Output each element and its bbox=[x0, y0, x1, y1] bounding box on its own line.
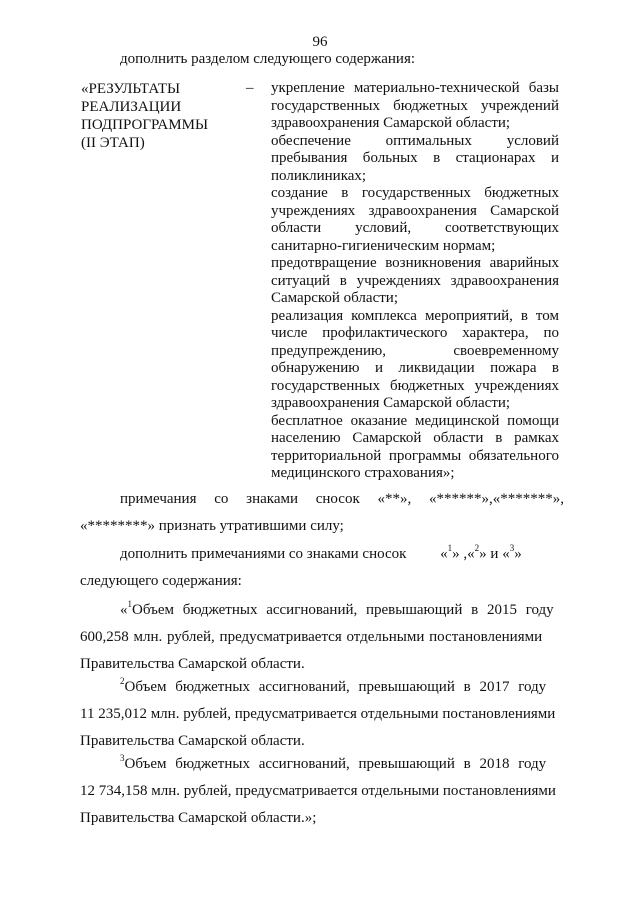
footnote-3 bbox=[80, 751, 560, 832]
footnote-1-text: Объем бюджетных ассигнований, превышающий в 2015 году bbox=[132, 602, 554, 618]
sup-1: 1 bbox=[447, 543, 453, 553]
footnote-2-text: Объем бюджетных ассигнований, превышающий в 2017 году bbox=[124, 679, 547, 695]
footnote-1-sup: 1 bbox=[127, 599, 132, 609]
result-item: предотвращение возникновения аварийных ситуаций в учреждениях здравоохранения Самарской области; bbox=[271, 255, 559, 306]
intro-text: дополнить разделом следующего содержания: bbox=[120, 51, 416, 67]
sup-3: 3 bbox=[509, 543, 515, 553]
footnote-1-line-1 bbox=[80, 597, 560, 624]
notes-paragraph bbox=[80, 490, 564, 535]
footnote-2-sup: 2 bbox=[120, 676, 125, 686]
result-item: укрепление материально-технической базы государственных бюджетных учреждений здравоохранения Самарской области; bbox=[271, 80, 559, 131]
results-list bbox=[271, 80, 559, 483]
footnote-1-line-2: 600,258 млн. рублей, предусматривается отдельными постановлениями bbox=[80, 629, 543, 645]
footnote-3-line-2: 12 734,158 млн. рублей, предусматривается отдельными постановлениями bbox=[80, 783, 556, 799]
notes-line-1 bbox=[80, 490, 564, 508]
result-item: обеспечение оптимальных условий пребывания больных в стационарах и поликлиниках; bbox=[271, 132, 559, 184]
notes-line-1-text: примечания со знаками сносок «**», «******»,«*******», bbox=[120, 491, 564, 507]
result-item: бесплатное оказание медицинской помощи населению Самарской области в рамках территориальной программы обязательного медицинского страхования»; bbox=[271, 412, 559, 481]
footnote-3-text: Объем бюджетных ассигнований, превышающий в 2018 году bbox=[124, 756, 547, 772]
result-item: создание в государственных бюджетных учреждениях здравоохранения Самарской области условий, соответствующих санитарно-гигиеническим нормам; bbox=[271, 185, 559, 254]
footnote-2-line-3: Правительства Самарской области. bbox=[80, 733, 305, 749]
add-notes-line-2: следующего содержания: bbox=[80, 573, 242, 589]
footnote-2-line-1 bbox=[80, 674, 560, 701]
quote-sep-2: » и « bbox=[479, 546, 510, 562]
section-title: «РЕЗУЛЬТАТЫ РЕАЛИЗАЦИИ ПОДПРОГРАММЫ (II ЭТАП) bbox=[81, 81, 209, 151]
quote-open-1: « bbox=[440, 546, 448, 562]
footnote-3-line-3: Правительства Самарской области.»; bbox=[80, 810, 317, 826]
add-notes-line-1 bbox=[80, 545, 560, 563]
footnote-3-sup: 3 bbox=[120, 753, 125, 763]
footnote-3-line-1 bbox=[80, 751, 560, 778]
footnote-1-line-3: Правительства Самарской области. bbox=[80, 656, 305, 672]
add-notes-paragraph bbox=[80, 545, 560, 590]
notes-line-2: «********» признать утратившими силу; bbox=[80, 518, 344, 534]
quote-sep-1: » ,« bbox=[452, 546, 475, 562]
footnote-1 bbox=[80, 597, 560, 678]
section-dash: – bbox=[246, 80, 254, 96]
footnote-2-line-2: 11 235,012 млн. рублей, предусматривается отдельными постановлениями bbox=[80, 706, 556, 722]
sup-2: 2 bbox=[474, 543, 480, 553]
add-notes-text: дополнить примечаниями со знаками сносок bbox=[120, 546, 407, 562]
footnote-1-quote: « bbox=[120, 602, 128, 618]
page-number: 96 bbox=[312, 34, 328, 50]
quote-close: » bbox=[514, 546, 522, 562]
result-item: реализация комплекса мероприятий, в том числе профилактического характера, по предупреждению, своевременному обнаружению и ликвидации пожара в государственных бюджетных учреждениях здравоохранения Самарской области; bbox=[271, 307, 559, 411]
footnote-2 bbox=[80, 674, 560, 755]
